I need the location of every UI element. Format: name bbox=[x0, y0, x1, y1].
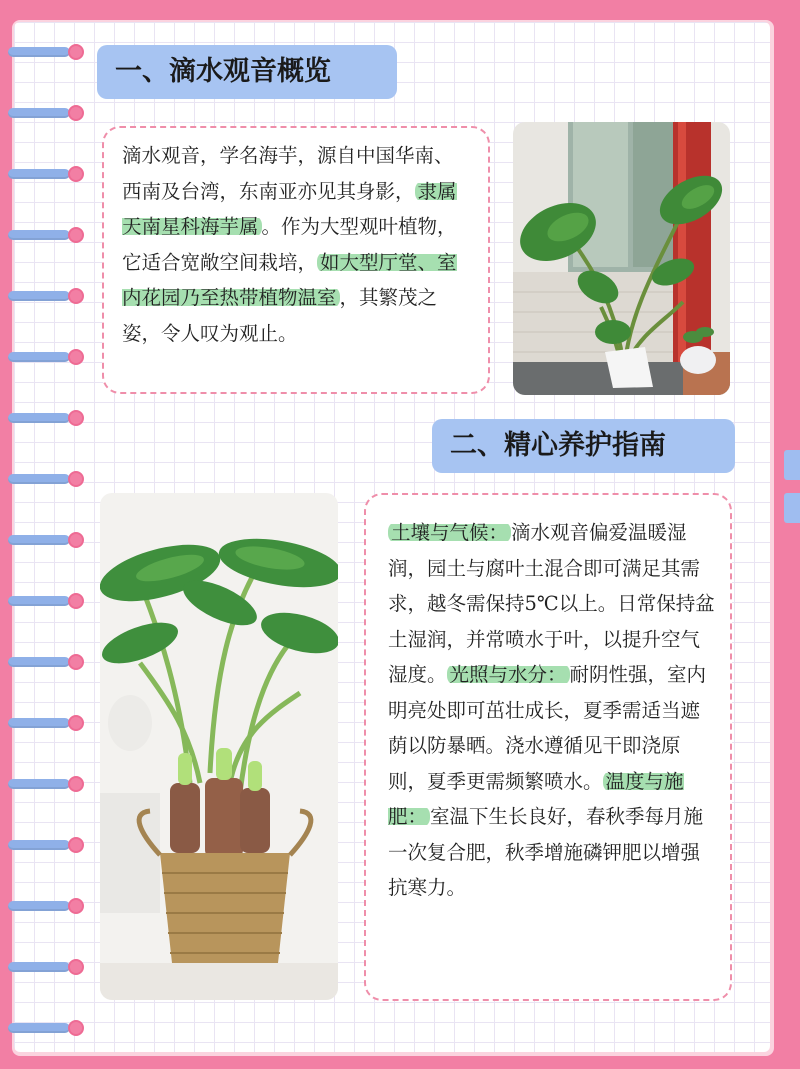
spiral-ring bbox=[8, 837, 86, 853]
highlight-light-water: 光照与水分： bbox=[447, 663, 570, 686]
care-text: 耐阴性强，室内明亮处即可茁壮成长，夏季需适当遮荫以防暴晒。浇水遵循见干即浇原则，夏季更需频繁喷水。 bbox=[388, 663, 707, 793]
side-tab bbox=[784, 493, 800, 523]
overview-card bbox=[102, 126, 490, 394]
spiral-ring bbox=[8, 227, 86, 243]
spiral-ring bbox=[8, 715, 86, 731]
spiral-ring bbox=[8, 349, 86, 365]
highlight-soil-climate: 土壤与气候： bbox=[388, 521, 511, 544]
highlight-temp-fertilizer: 温度与施肥： bbox=[388, 769, 684, 828]
spiral-ring bbox=[8, 105, 86, 121]
plant-photo-window bbox=[513, 122, 730, 395]
highlight-family: 隶属天南星科海芋属 bbox=[122, 179, 457, 238]
care-text: 滴水观音偏爱温暖湿润，园土与腐叶土混合即可满足其需求，越冬需保持5℃以上。日常保持盆土湿润，并常喷水于叶，以提升空气湿度。 bbox=[388, 521, 715, 686]
spiral-ring bbox=[8, 44, 86, 60]
side-tab bbox=[784, 450, 800, 480]
spiral-ring bbox=[8, 532, 86, 548]
spiral-ring bbox=[8, 166, 86, 182]
section2-title: 二、精心养护指南 bbox=[432, 419, 735, 473]
spiral-ring bbox=[8, 288, 86, 304]
spiral-ring bbox=[8, 654, 86, 670]
overview-text: 滴水观音，学名海芋，源自中国华南、西南及台湾，东南亚亦见其身影， bbox=[122, 144, 454, 203]
care-guide-card bbox=[364, 493, 732, 1001]
overview-text: ，其繁茂之姿，令人叹为观止。 bbox=[122, 286, 438, 345]
highlight-venues: 如大型厅堂、室内花园乃至热带植物温室 bbox=[122, 250, 457, 309]
overview-text: 。作为大型观叶植物，它适合宽敞空间栽培， bbox=[122, 215, 457, 274]
care-text: 室温下生长良好，春秋季每月施一次复合肥，秋季增施磷钾肥以增强抗寒力。 bbox=[388, 805, 704, 899]
spiral-ring bbox=[8, 776, 86, 792]
section1-title: 一、滴水观音概览 bbox=[97, 45, 397, 99]
spiral-ring bbox=[8, 898, 86, 914]
spiral-ring bbox=[8, 410, 86, 426]
spiral-ring bbox=[8, 471, 86, 487]
plant-photo-basket bbox=[100, 493, 338, 1000]
spiral-ring bbox=[8, 1020, 86, 1036]
spiral-ring bbox=[8, 959, 86, 975]
spiral-ring bbox=[8, 593, 86, 609]
